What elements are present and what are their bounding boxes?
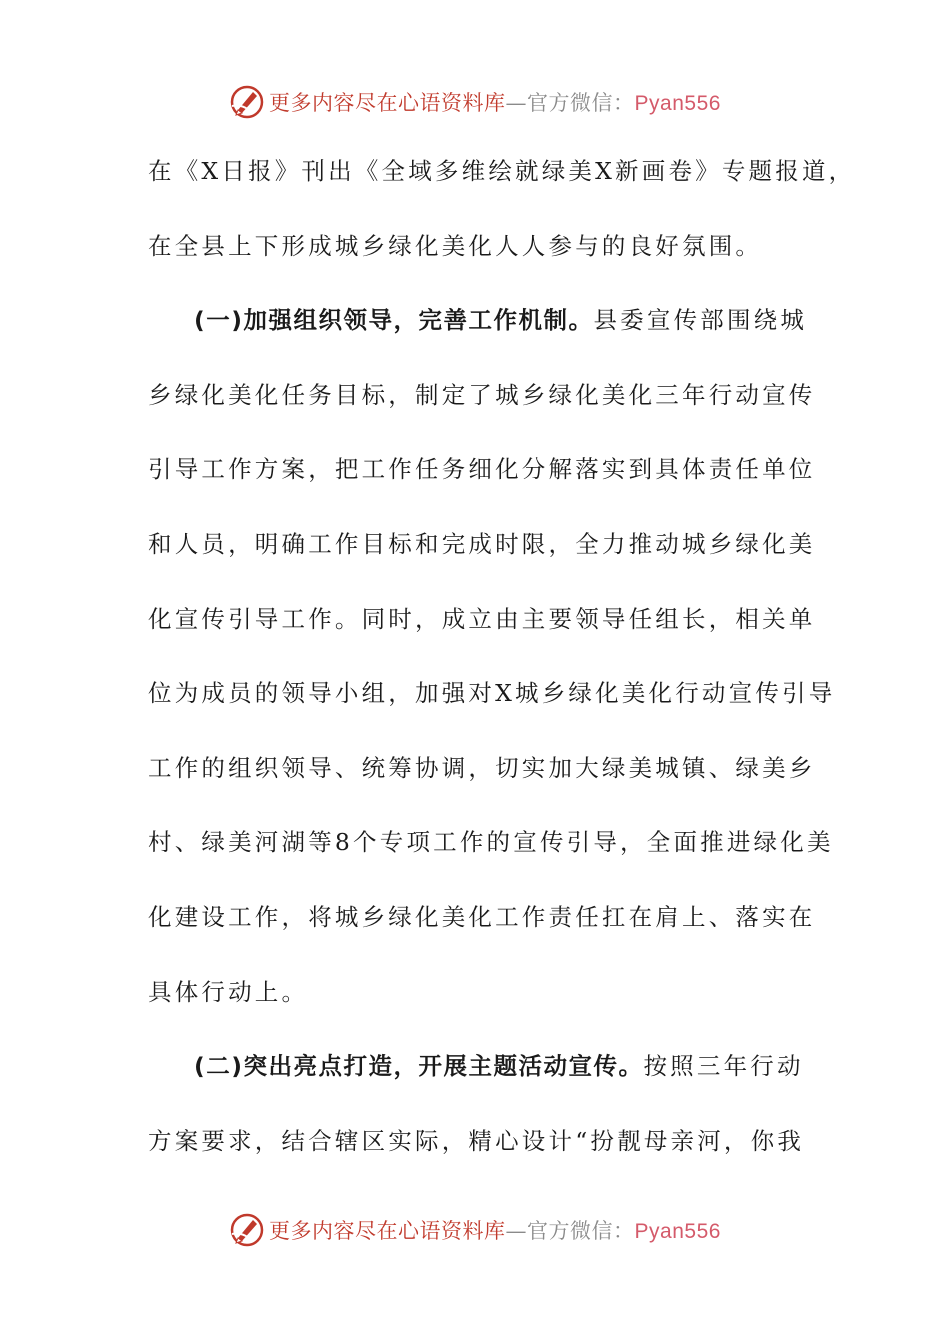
text-line: 位为成员的领导小组，加强对X城乡绿化美化行动宣传引导: [148, 679, 836, 708]
paragraph-heading-line: [148, 299, 808, 374]
section-heading-2: (二)突出亮点打造，开展主题活动宣传。: [194, 1052, 644, 1081]
banner-wechat-id: Pyan556: [634, 1220, 721, 1243]
footer-banner: [0, 1208, 950, 1252]
banner-wechat-label: 官方微信：: [527, 1219, 635, 1243]
text-span: 县委宣传部围绕城: [593, 306, 808, 335]
text-line: 化宣传引导工作。同时，成立由主要领导任组长，相关单: [148, 604, 816, 633]
text-line: 在全县上下形成城乡绿化美化人人参与的良好氛围。: [148, 231, 763, 260]
text-span: 按照三年行动: [643, 1052, 804, 1081]
pen-logo-icon: [229, 1212, 265, 1248]
section-heading-1: (一)加强组织领导，完善工作机制。: [194, 306, 594, 335]
pen-logo-icon: [229, 84, 265, 120]
text-line: 具体行动上。: [148, 977, 309, 1006]
text-line: 方案要求，结合辖区实际，精心设计“扮靓母亲河，你我: [148, 1126, 805, 1155]
banner-library-text: 更多内容尽在心语资料库: [269, 1219, 506, 1243]
text-line: 引导工作方案，把工作任务细化分解落实到具体责任单位: [148, 455, 816, 484]
text-line: 工作的组织领导、统筹协调，切实加大绿美城镇、绿美乡: [148, 753, 816, 782]
banner-dash: —: [505, 1219, 528, 1243]
paragraph-heading-line: [148, 1045, 808, 1120]
text-line: 化建设工作，将城乡绿化美化工作责任扛在肩上、落实在: [148, 902, 816, 931]
banner-dash: —: [505, 91, 528, 115]
text-line: 在《X日报》刊出《全域多维绘就绿美X新画卷》专题报道，: [148, 157, 856, 185]
text-line: 村、绿美河湖等8个专项工作的宣传引导，全面推进绿化美: [148, 828, 834, 857]
text-line: 乡绿化美化任务目标，制定了城乡绿化美化三年行动宣传: [148, 380, 816, 409]
header-banner: [0, 80, 950, 124]
banner-wechat-id: Pyan556: [634, 92, 721, 115]
document-body: [148, 150, 856, 1194]
banner-library-text: 更多内容尽在心语资料库: [269, 91, 506, 115]
banner-wechat-label: 官方微信：: [527, 91, 635, 115]
text-line: 和人员，明确工作目标和完成时限，全力推动城乡绿化美: [148, 529, 816, 558]
